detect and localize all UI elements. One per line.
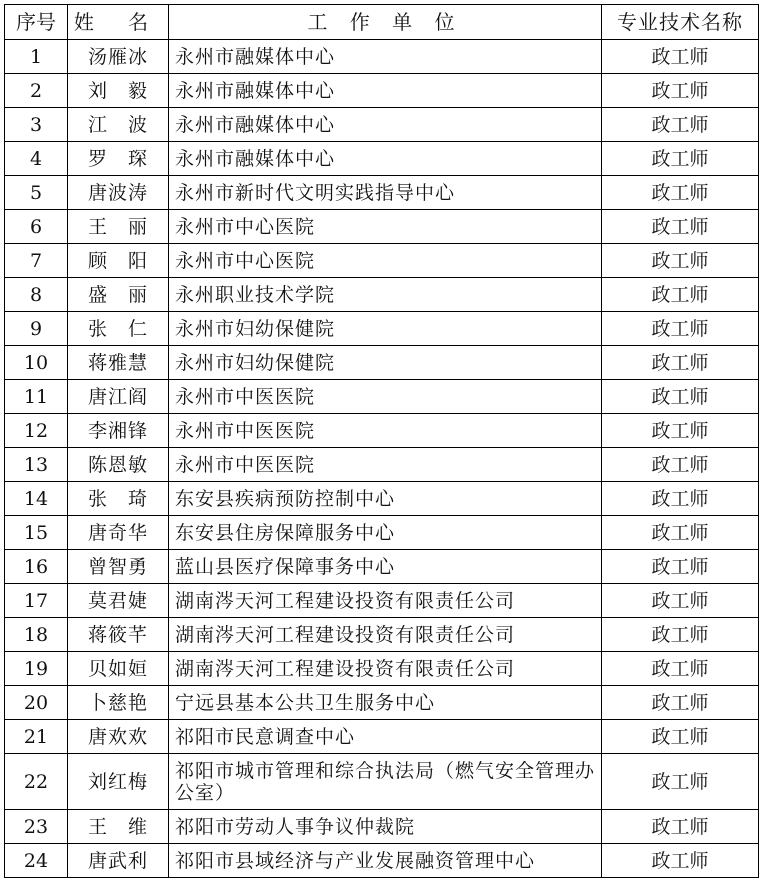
cell-title: 政工师	[602, 482, 759, 516]
cell-title: 政工师	[602, 346, 759, 380]
table-row	[5, 584, 759, 618]
cell-name: 刘 毅	[68, 74, 169, 108]
cell-title: 政工师	[602, 754, 759, 810]
cell-num: 9	[5, 312, 68, 346]
cell-unit: 永州职业技术学院	[169, 278, 602, 312]
header-unit: 工 作 单 位	[169, 5, 602, 40]
cell-name: 汤雁冰	[68, 40, 169, 74]
table-row	[5, 278, 759, 312]
table-row	[5, 346, 759, 380]
cell-unit: 湖南涔天河工程建设投资有限责任公司	[169, 652, 602, 686]
cell-unit: 祁阳市县域经济与产业发展融资管理中心	[169, 844, 602, 878]
header-title: 专业技术名称	[602, 5, 759, 40]
cell-num: 14	[5, 482, 68, 516]
header-row	[5, 5, 759, 40]
table-row	[5, 448, 759, 482]
cell-name: 王 维	[68, 810, 169, 844]
cell-title: 政工师	[602, 108, 759, 142]
cell-name: 陈恩敏	[68, 448, 169, 482]
cell-name: 刘红梅	[68, 754, 169, 810]
table-row	[5, 40, 759, 74]
cell-num: 22	[5, 754, 68, 810]
table-row	[5, 516, 759, 550]
cell-title: 政工师	[602, 810, 759, 844]
cell-num: 20	[5, 686, 68, 720]
cell-title: 政工师	[602, 686, 759, 720]
cell-num: 4	[5, 142, 68, 176]
cell-unit: 永州市新时代文明实践指导中心	[169, 176, 602, 210]
table-row	[5, 176, 759, 210]
table-row	[5, 380, 759, 414]
table-row	[5, 686, 759, 720]
cell-name: 王 丽	[68, 210, 169, 244]
cell-unit: 祁阳市劳动人事争议仲裁院	[169, 810, 602, 844]
cell-title: 政工师	[602, 40, 759, 74]
cell-name: 曾智勇	[68, 550, 169, 584]
cell-num: 7	[5, 244, 68, 278]
table-row	[5, 108, 759, 142]
cell-title: 政工师	[602, 844, 759, 878]
header-name: 姓 名	[68, 5, 169, 40]
cell-name: 顾 阳	[68, 244, 169, 278]
cell-unit: 永州市中心医院	[169, 210, 602, 244]
cell-num: 13	[5, 448, 68, 482]
cell-unit: 湖南涔天河工程建设投资有限责任公司	[169, 618, 602, 652]
cell-name: 张 仁	[68, 312, 169, 346]
cell-name: 唐江阎	[68, 380, 169, 414]
cell-name: 卜慈艳	[68, 686, 169, 720]
roster-table	[4, 4, 759, 878]
table-row	[5, 720, 759, 754]
cell-title: 政工师	[602, 448, 759, 482]
table-row	[5, 482, 759, 516]
cell-title: 政工师	[602, 142, 759, 176]
table-row	[5, 210, 759, 244]
cell-num: 6	[5, 210, 68, 244]
cell-num: 16	[5, 550, 68, 584]
cell-title: 政工师	[602, 244, 759, 278]
cell-num: 19	[5, 652, 68, 686]
cell-unit: 湖南涔天河工程建设投资有限责任公司	[169, 584, 602, 618]
cell-unit: 祁阳市民意调查中心	[169, 720, 602, 754]
cell-name: 蒋筱芊	[68, 618, 169, 652]
cell-unit: 永州市中医医院	[169, 414, 602, 448]
cell-num: 3	[5, 108, 68, 142]
cell-num: 23	[5, 810, 68, 844]
cell-name: 莫君婕	[68, 584, 169, 618]
cell-num: 5	[5, 176, 68, 210]
table-row	[5, 244, 759, 278]
cell-title: 政工师	[602, 414, 759, 448]
cell-title: 政工师	[602, 516, 759, 550]
cell-title: 政工师	[602, 584, 759, 618]
cell-name: 蒋雅慧	[68, 346, 169, 380]
cell-unit: 永州市融媒体中心	[169, 108, 602, 142]
table-row	[5, 74, 759, 108]
cell-name: 唐欢欢	[68, 720, 169, 754]
table-row	[5, 618, 759, 652]
cell-name: 贝如姮	[68, 652, 169, 686]
cell-name: 唐奇华	[68, 516, 169, 550]
cell-name: 李湘锋	[68, 414, 169, 448]
cell-num: 12	[5, 414, 68, 448]
cell-unit: 蓝山县医疗保障事务中心	[169, 550, 602, 584]
cell-title: 政工师	[602, 74, 759, 108]
cell-unit: 永州市中医医院	[169, 380, 602, 414]
cell-unit: 祁阳市城市管理和综合执法局（燃气安全管理办公室）	[169, 754, 602, 810]
cell-title: 政工师	[602, 176, 759, 210]
cell-title: 政工师	[602, 720, 759, 754]
cell-unit: 东安县疾病预防控制中心	[169, 482, 602, 516]
cell-num: 8	[5, 278, 68, 312]
cell-unit: 永州市妇幼保健院	[169, 346, 602, 380]
table-body	[5, 40, 759, 878]
cell-name: 江 波	[68, 108, 169, 142]
table-row	[5, 844, 759, 878]
cell-unit: 东安县住房保障服务中心	[169, 516, 602, 550]
roster-table-container	[4, 4, 756, 878]
cell-unit: 永州市中心医院	[169, 244, 602, 278]
cell-name: 唐波涛	[68, 176, 169, 210]
header-num: 序号	[5, 5, 68, 40]
cell-name: 盛 丽	[68, 278, 169, 312]
cell-num: 11	[5, 380, 68, 414]
cell-title: 政工师	[602, 278, 759, 312]
cell-num: 21	[5, 720, 68, 754]
cell-unit: 永州市中医医院	[169, 448, 602, 482]
cell-unit: 永州市妇幼保健院	[169, 312, 602, 346]
table-row	[5, 312, 759, 346]
cell-num: 2	[5, 74, 68, 108]
table-row	[5, 414, 759, 448]
cell-num: 1	[5, 40, 68, 74]
cell-title: 政工师	[602, 312, 759, 346]
cell-unit: 宁远县基本公共卫生服务中心	[169, 686, 602, 720]
cell-unit: 永州市融媒体中心	[169, 40, 602, 74]
cell-name: 唐武利	[68, 844, 169, 878]
cell-num: 24	[5, 844, 68, 878]
table-row	[5, 652, 759, 686]
cell-num: 10	[5, 346, 68, 380]
cell-title: 政工师	[602, 380, 759, 414]
cell-num: 17	[5, 584, 68, 618]
cell-name: 张 琦	[68, 482, 169, 516]
table-row	[5, 550, 759, 584]
cell-title: 政工师	[602, 550, 759, 584]
cell-num: 18	[5, 618, 68, 652]
table-row	[5, 754, 759, 810]
cell-num: 15	[5, 516, 68, 550]
cell-title: 政工师	[602, 618, 759, 652]
cell-name: 罗 琛	[68, 142, 169, 176]
cell-unit: 永州市融媒体中心	[169, 74, 602, 108]
table-row	[5, 142, 759, 176]
table-row	[5, 810, 759, 844]
cell-title: 政工师	[602, 652, 759, 686]
cell-title: 政工师	[602, 210, 759, 244]
cell-unit: 永州市融媒体中心	[169, 142, 602, 176]
